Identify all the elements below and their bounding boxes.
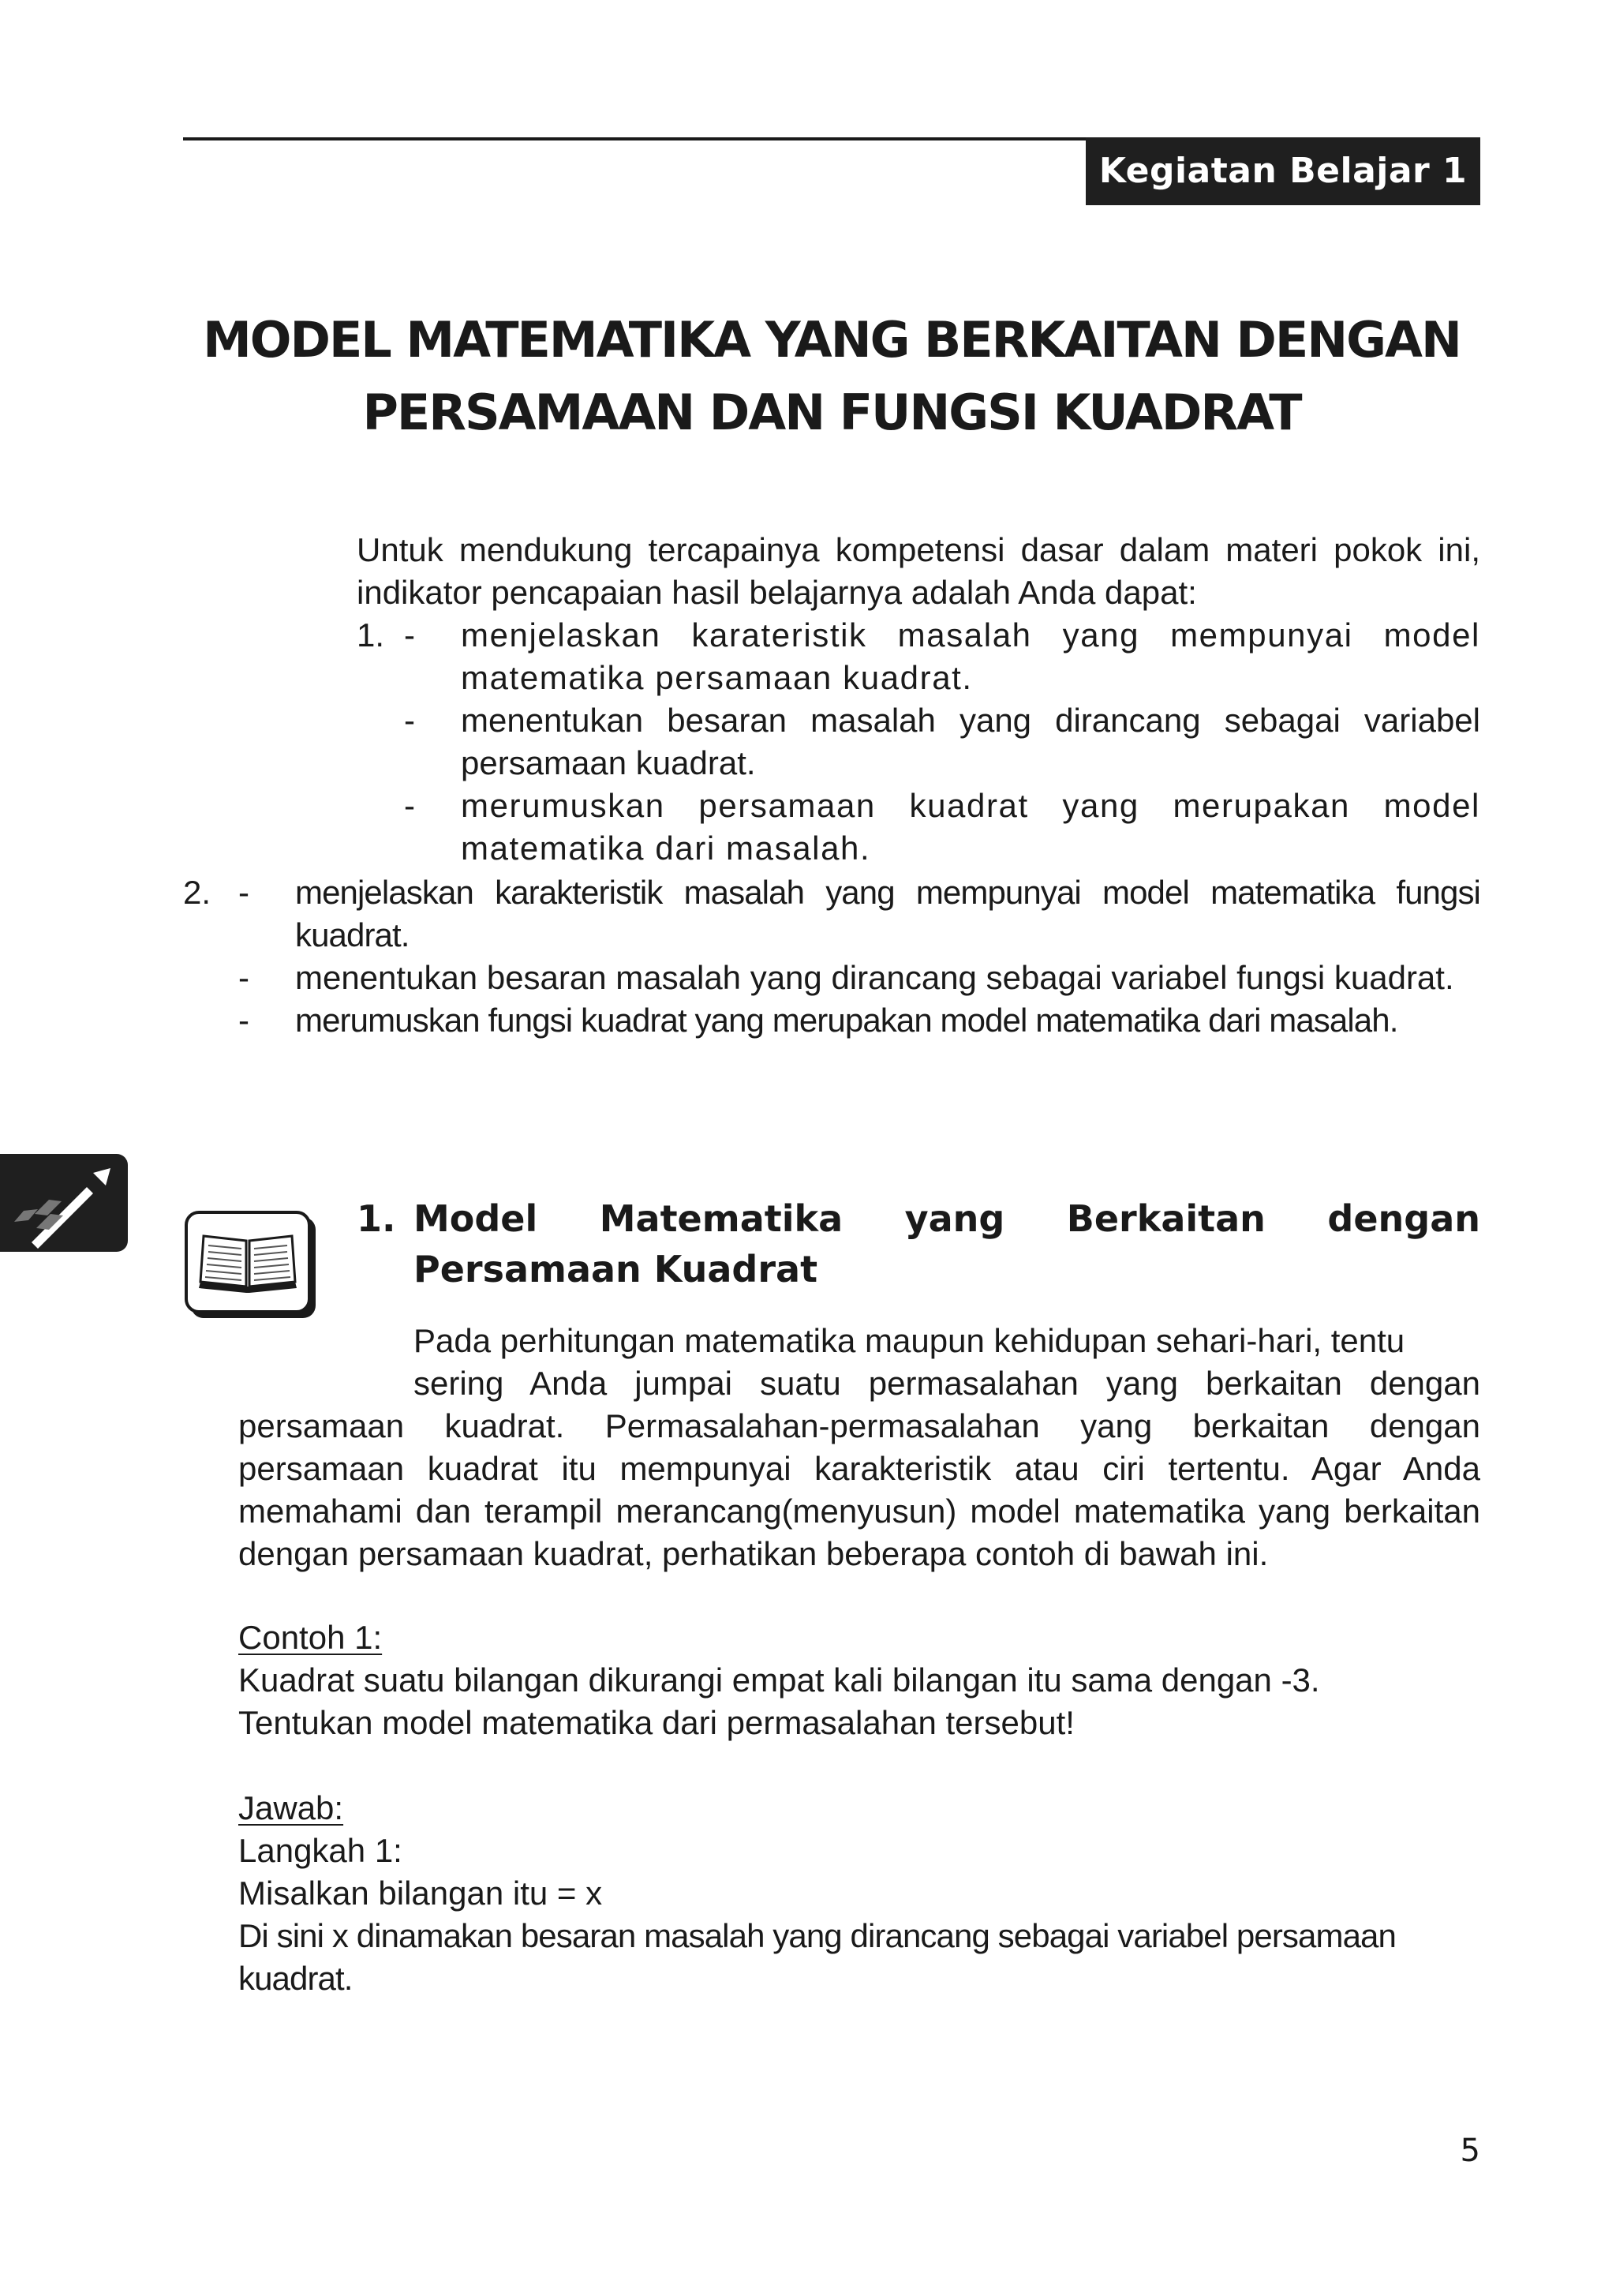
open-book-icon xyxy=(183,1209,319,1321)
answer-step: Langkah 1: xyxy=(238,1832,402,1869)
indicator-text: menentukan besaran masalah yang dirancang sebagai variabel fungsi kuadrat. xyxy=(295,959,1454,996)
intro-paragraph: Untuk mendukung tercapainya kompetensi dasar dalam materi pokok ini, indikator pencapaian hasil belajarnya adalah Anda dapat: xyxy=(357,531,1480,611)
arrow-icon xyxy=(0,1154,128,1252)
bullet-dash: - xyxy=(404,616,415,654)
page-title-line-1: MODEL MATEMATIKA YANG BERKAITAN DENGAN xyxy=(203,311,1461,369)
indicator-text: merumuskan persamaan kuadrat yang merupakan model matematika dari masalah. xyxy=(461,787,1480,867)
indicator-group-2 xyxy=(183,871,1480,1042)
indicator-text: menentukan besaran masalah yang dirancang sebagai variabel persamaan kuadrat. xyxy=(461,702,1480,781)
bullet-dash: - xyxy=(238,874,249,911)
answer-line: Di sini x dinamakan besaran masalah yang dirancang sebagai variabel persamaan kuadrat. xyxy=(238,1917,1396,1997)
answer-line: Misalkan bilangan itu = x xyxy=(238,1875,603,1912)
section-paragraph-rest: sering Anda jumpai suatu permasalahan yang berkaitan dengan persamaan kuadrat. Permasalahan-permasalahan yang berkaitan dengan persamaan kuadrat itu mempunyai karakteristik atau ciri tertentu. Agar Anda memahami dan terampil merancang(menyusun) model matematika yang berkaitan dengan persamaan kuadrat, perhatikan beberapa contoh di bawah ini. xyxy=(238,1365,1480,1572)
indicator-number: 2. xyxy=(183,874,211,911)
example-line: Kuadrat suatu bilangan dikurangi empat kali bilangan itu sama dengan -3. xyxy=(238,1661,1320,1699)
bullet-dash: - xyxy=(238,1002,249,1039)
indicator-text: merumuskan fungsi kuadrat yang merupakan model matematika dari masalah. xyxy=(295,1002,1398,1039)
section-paragraph-line-1: Pada perhitungan matematika maupun kehidupan sehari-hari, tentu xyxy=(413,1322,1405,1359)
example-line: Tentukan model matematika dari permasalahan tersebut! xyxy=(238,1704,1075,1741)
page-title-line-2: PERSAMAAN DAN FUNGSI KUADRAT xyxy=(362,384,1301,441)
indicator-group-1 xyxy=(357,614,1480,870)
example-label: Contoh 1: xyxy=(238,1619,383,1656)
section-heading xyxy=(357,1193,1480,1294)
section-tab: Kegiatan Belajar 1 xyxy=(1086,137,1480,205)
section-paragraph xyxy=(238,1320,1480,1575)
answer-block xyxy=(238,1787,1480,2000)
indicator-item xyxy=(183,957,1480,999)
indicator-number: 1. xyxy=(357,616,385,654)
indicator-item xyxy=(357,785,1480,870)
indicator-item xyxy=(183,871,1480,957)
answer-label: Jawab: xyxy=(238,1789,344,1826)
example-block xyxy=(238,1616,1480,1744)
indicator-item xyxy=(183,999,1480,1042)
bullet-dash: - xyxy=(404,702,415,739)
page-number: 5 xyxy=(1460,2133,1480,2169)
section-heading-text: Model Matematika yang Berkaitan dengan Persamaan Kuadrat xyxy=(413,1197,1480,1290)
indicator-item xyxy=(357,614,1480,699)
indicator-text: menjelaskan karakteristik masalah yang mempunyai model matematika fungsi kuadrat. xyxy=(295,874,1480,953)
bullet-dash: - xyxy=(238,959,249,996)
indicator-text: menjelaskan karateristik masalah yang mempunyai model matematika persamaan kuadrat. xyxy=(461,616,1480,696)
page-title xyxy=(183,304,1480,449)
indicator-item xyxy=(357,699,1480,785)
section-number: 1. xyxy=(357,1197,396,1240)
bullet-dash: - xyxy=(404,787,415,824)
